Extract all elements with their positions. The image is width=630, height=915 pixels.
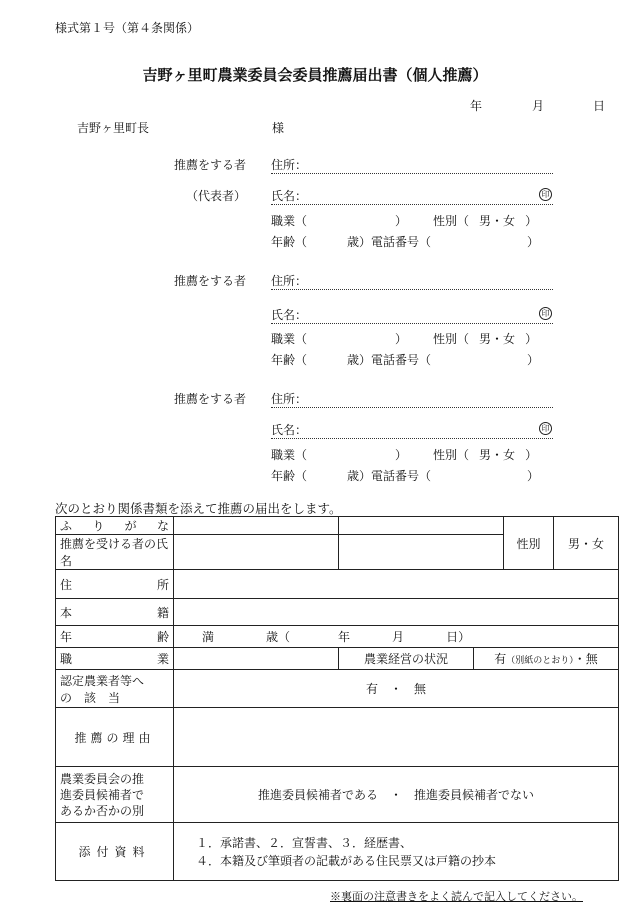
furigana-input-1[interactable] [174, 517, 339, 535]
reason-input[interactable] [174, 708, 619, 767]
name-field[interactable] [271, 306, 553, 324]
footer-note: ※裏面の注意書きをよく読んで記入してください。 [330, 890, 583, 903]
recommender-label: 推薦をする者 [174, 274, 247, 288]
address-label: 住所： [271, 274, 308, 288]
age-input[interactable]: 満 歳（ 年 月 日） [174, 626, 619, 648]
name-label: 氏名： [271, 189, 308, 203]
address-field[interactable] [271, 272, 553, 290]
sex-value[interactable]: 男・女 [554, 517, 619, 570]
farm-status-label: 農業経営の状況 [339, 648, 474, 670]
certified-label: 認定農業者等へ の 該 当 [56, 670, 174, 708]
attachments-label: 添付資料 [56, 823, 174, 881]
nominee-name-input-1[interactable] [174, 535, 339, 570]
occupation-row: 職業（ ） 性別（ 男・女 ） [271, 214, 538, 228]
address-label-cell: 住所 [56, 570, 174, 599]
age-phone-row: 年齢（ 歳）電話番号（ ） [271, 469, 540, 483]
occupation-input[interactable] [174, 648, 339, 670]
recommender-label: 推薦をする者 [174, 158, 247, 172]
age-phone-row: 年齢（ 歳）電話番号（ ） [271, 353, 540, 367]
seal-icon: 印 [539, 307, 552, 320]
age-label: 年齢 [56, 626, 174, 648]
form-number: 様式第１号（第４条関係） [55, 21, 200, 35]
name-label: 氏名： [271, 308, 308, 322]
addressee-honorific: 様 [272, 121, 285, 135]
furigana-input-2[interactable] [339, 517, 504, 535]
furigana-label: ふりがな [56, 517, 174, 535]
address-label: 住所： [271, 392, 308, 406]
date-month: 月 [532, 99, 545, 113]
seal-icon: 印 [539, 422, 552, 435]
reason-label: 推薦の理由 [56, 708, 174, 767]
farm-status-value[interactable]: 有（別紙のとおり）・無 [474, 648, 619, 670]
address-field[interactable] [271, 156, 553, 174]
name-label: 氏名： [271, 423, 308, 437]
address-field[interactable] [271, 390, 553, 408]
name-field[interactable] [271, 421, 553, 439]
date-year: 年 [470, 99, 483, 113]
nominee-name-input-2[interactable] [339, 535, 504, 570]
occupation-row: 職業（ ） 性別（ 男・女 ） [271, 332, 538, 346]
domicile-input[interactable] [174, 599, 619, 626]
recommender-label: 推薦をする者 [174, 392, 247, 406]
addressee-name: 吉野ヶ里町長 [77, 121, 150, 135]
address-input[interactable] [174, 570, 619, 599]
seal-icon: 印 [539, 188, 552, 201]
candidate-value[interactable]: 推進委員候補者である ・ 推進委員候補者でない [174, 767, 619, 823]
domicile-label: 本籍 [56, 599, 174, 626]
sex-label: 性別 [504, 517, 554, 570]
certified-value[interactable]: 有 ・ 無 [174, 670, 619, 708]
name-field[interactable] [271, 187, 553, 205]
nominee-table [55, 516, 619, 881]
page-title: 吉野ヶ里町農業委員会委員推薦届出書（個人推薦） [142, 66, 488, 84]
occupation-row: 職業（ ） 性別（ 男・女 ） [271, 448, 538, 462]
nominee-name-label: 推薦を受ける者の氏名 [56, 535, 174, 570]
candidate-label: 農業委員会の推 進委員候補者で あるか否かの別 [56, 767, 174, 823]
address-label: 住所： [271, 158, 308, 172]
occupation-label: 職業 [56, 648, 174, 670]
age-phone-row: 年齢（ 歳）電話番号（ ） [271, 235, 540, 249]
intro-text: 次のとおり関係書類を添えて推薦の届出をします。 [55, 501, 342, 516]
date-day: 日 [593, 99, 606, 113]
attachments-value: １．承諾書、２．宣誓書、３．経歴書、 ４．本籍及び筆頭者の記載がある住民票又は戸籍の抄本 [174, 823, 619, 881]
recommender-sub: （代表者） [186, 189, 247, 203]
